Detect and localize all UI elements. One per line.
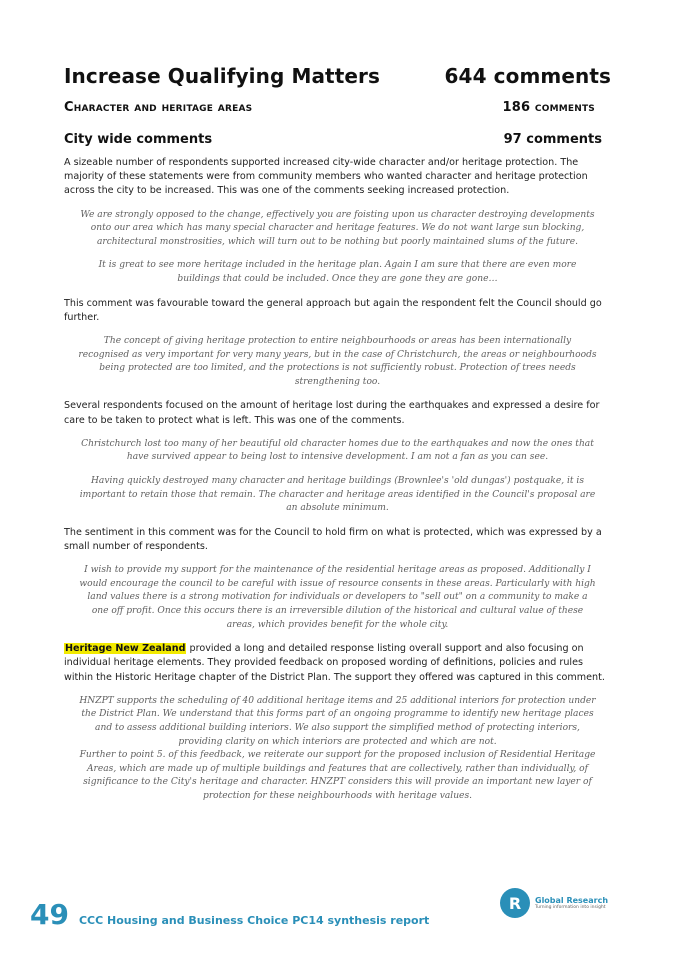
logo-name: Global Research: [535, 896, 609, 905]
quote: It is great to see more heritage included in the heritage plan. Again I am sure that there are even more buildings that could be included. Once they are gone they are gone…: [98, 260, 577, 284]
logo-tagline: Turning information into insight: [535, 905, 606, 910]
subtitle-row: [64, 100, 595, 115]
quote-part: Further to point 5. of this feedback, we reiterate our support for the proposed inclusion of Residential Heritage Areas, which are made up of multiple buildings and features that are collectively, rather than individually, of significance to the City's heritage and character. HNZPT considers this will provide an important new layer of protection for these neighbourhoods with heritage values.: [79, 750, 596, 801]
report-title: CCC Housing and Business Choice PC14 synthesis report: [78, 914, 430, 927]
quote: Having quickly destroyed many character and heritage buildings (Brownlee's 'old dungas') postquake, it is important to retain those that remain. The character and heritage areas identified in the Council's proposal are an absolute minimum.: [79, 475, 596, 514]
quote: Christchurch lost too many of her beautiful old character homes due to the earthquakes and now the ones that have survived appear to being lost to intensive development. I am not a fan as you can see.: [81, 438, 594, 463]
title-row: [64, 64, 611, 88]
paragraph: [64, 642, 611, 685]
quote-part: HNZPT supports the scheduling of 40 additional heritage items and 25 additional interiors for protection under the District Plan. We understand that this forms part of an ongoing programme to identify new heritage places and to assess additional building interiors. We also support the simplified method of protecting interiors, providing clarity on which interiors are protected and which are not.: [79, 695, 596, 747]
quote: The concept of giving heritage protection to entire neighbourhoods or areas has been internationally recognised as very important for very many years, but in the case of Christchurch, the areas or neighbourhoods being protected are too limited, and the protections is not sufficiently robust. Protection of trees needs strengthening too.: [78, 335, 597, 387]
section-heading-row: [64, 132, 602, 147]
page-subtitle-count: 186 comments: [502, 100, 595, 115]
quote: [78, 695, 597, 804]
logo-text: [535, 896, 608, 910]
quote: I wish to provide my support for the maintenance of the residential heritage areas as proposed. Additionally I would encourage the council to be careful with issue of resource consents in these areas. Particularly with high land values there is a strong motivation for individuals or developers to "sell out" on a community to make a one off profit. Once this occurs there is an irreversible dilution of the historical and cultural value of these areas, which provides benefit for the whole city.: [79, 565, 596, 630]
paragraph: A sizeable number of respondents supported increased city-wide character and/or heritage protection. The majority of these statements were from community members who wanted character and heritage protection across the city to be increased. This was one of the comments seeking increased protection.: [64, 157, 588, 197]
section-title: City wide comments: [64, 132, 213, 147]
logo-mark-icon: R: [500, 888, 530, 918]
section-count: 97 comments: [503, 132, 602, 147]
paragraph-text: provided a long and detailed response listing overall support and also focusing on individual heritage elements. They provided feedback on proposed wording of definitions, policies and rules within the Historic Heritage chapter of the District Plan. The support they offered was captured in this comment.: [64, 643, 605, 683]
paragraph: Several respondents focused on the amount of heritage lost during the earthquakes and expressed a desire for care to be taken to protect what is left. This was one of the comments.: [64, 400, 600, 426]
highlighted-organisation: Heritage New Zealand: [65, 643, 186, 655]
page-number: 49: [30, 898, 69, 931]
page-footer: [30, 898, 429, 931]
page-title: Increase Qualifying Matters: [64, 64, 381, 88]
page-title-count: 644 comments: [444, 64, 611, 88]
global-research-logo: [500, 888, 608, 918]
quote: We are strongly opposed to the change, effectively you are foisting upon us character destroying developments onto our area which has many special character and heritage features. We do not want large sun blocking, architectural monstrosities, which will turn out to be nothing but poorly maintained slums of the future.: [80, 209, 595, 247]
paragraph: This comment was favourable toward the general approach but again the respondent felt the Council should go further.: [64, 297, 602, 323]
paragraph: The sentiment in this comment was for the Council to hold firm on what is protected, which was expressed by a small number of respondents.: [64, 526, 602, 552]
content-body: [64, 156, 611, 803]
page-subtitle: Character and heritage areas: [64, 100, 253, 115]
